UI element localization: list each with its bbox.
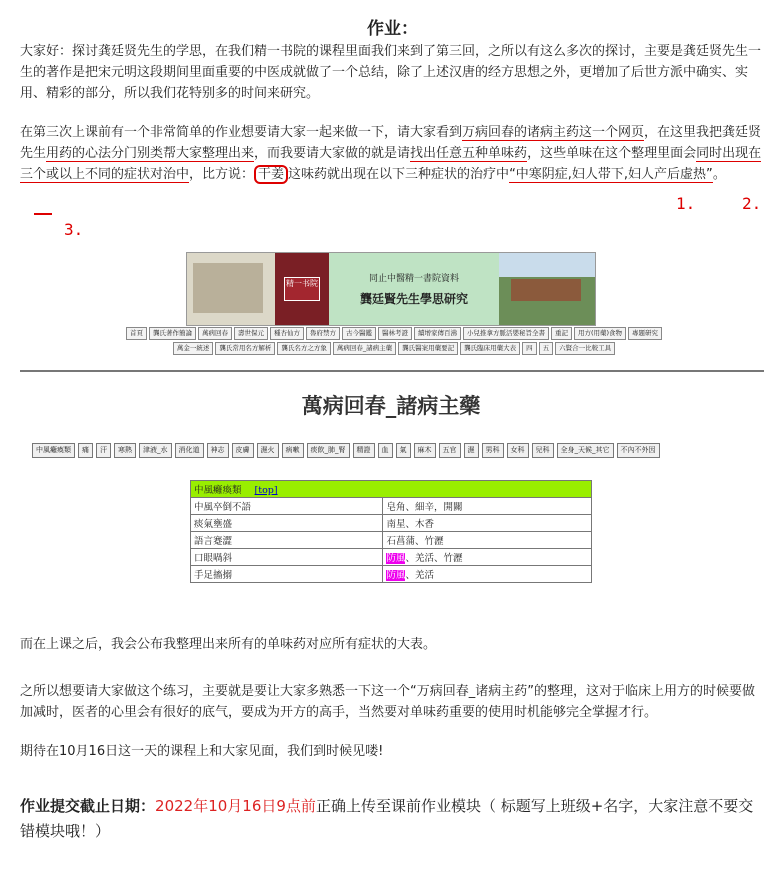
- category-bar: [32, 443, 756, 458]
- closing-paragraph: 期待在10月16日这一天的课程上和大家见面，我们到时候见喽!: [20, 744, 384, 759]
- category-button[interactable]: 不內不外因: [617, 443, 660, 458]
- nav-item[interactable]: 萬金一統述: [173, 342, 214, 355]
- highlighted-herb: 防風: [386, 570, 406, 581]
- symptom-cell: 痰氣壅盛: [191, 515, 383, 532]
- homework-heading: 作业：: [367, 19, 418, 39]
- nav-item[interactable]: 萬病回春_諸病主藥: [333, 342, 396, 355]
- category-button[interactable]: 女科: [507, 443, 529, 458]
- category-button[interactable]: 精證: [353, 443, 375, 458]
- site-nav: [118, 327, 670, 355]
- category-button[interactable]: 男科: [482, 443, 504, 458]
- banner-title-block: [329, 253, 499, 325]
- category-button[interactable]: 痰飲_肺_腎: [307, 443, 350, 458]
- category-button[interactable]: 氣: [396, 443, 411, 458]
- highlighted-herb: 防風: [386, 553, 406, 564]
- nav-item[interactable]: 續增家傳百沸: [414, 327, 461, 340]
- category-button[interactable]: 病嗽: [282, 443, 304, 458]
- category-button[interactable]: 濕: [464, 443, 479, 458]
- nav-item[interactable]: 壽世保元: [234, 327, 268, 340]
- intro-paragraph: 大家好：探讨龚廷贤先生的学思，在我们精一书院的课程里面我们来到了第三回，之所以有这么多次的探讨，主要是龚廷贤先生一生的著作是把宋元明这段期间里面重要的中医成就做了一个总结，除了上述汉唐的经方思想之外，更增加了后世方派中确实、实用、精彩的部分，所以我们花特别多的时间来研究。: [20, 44, 762, 101]
- category-button[interactable]: 痛: [78, 443, 93, 458]
- nav-item[interactable]: 龔氏名方之方象: [277, 342, 331, 355]
- nav-item[interactable]: 醫林考證: [378, 327, 412, 340]
- herbs-cell: 皂角、細辛，開關: [383, 498, 592, 515]
- category-button[interactable]: 濕火: [257, 443, 279, 458]
- category-button[interactable]: 五官: [439, 443, 461, 458]
- category-button[interactable]: 消化道: [175, 443, 204, 458]
- annotation-2: 2.: [742, 194, 762, 213]
- table-row: [191, 566, 592, 583]
- table-row: [191, 515, 592, 532]
- deadline-date: 2022年10月16日9点前: [155, 797, 316, 815]
- table-row: [191, 532, 592, 549]
- nav-item[interactable]: 魯府禁方: [306, 327, 340, 340]
- nav-item[interactable]: 六賢合一比較工具: [555, 342, 615, 355]
- webpage-link-text[interactable]: 万病回春的诸病主药这一个网页: [462, 125, 645, 140]
- circled-herb-ganjiang: 干姜: [254, 165, 288, 184]
- category-button[interactable]: 兒科: [532, 443, 554, 458]
- page-title: 萬病回春_諸病主藥: [301, 393, 481, 418]
- category-button[interactable]: 皮膚: [232, 443, 254, 458]
- top-link[interactable]: [top]: [254, 485, 278, 496]
- followup-paragraph: 而在上课之后，我会公布我整理出来所有的单味药对应所有症状的大表。: [20, 637, 437, 652]
- assignment-paragraph: 在第三次上课前有一个非常简单的作业想要请大家一起来做一下，请大家看到万病回春的诸病主药这一个网页，在这里我把龚廷贤先生用药的心法分门别类帮大家整理出来，而我要请大家做的就是请找出任意五种单味药，这些单味在这个整理里面会同时出现在三个或以上不同的症状对治中，比方说： 干姜 这味药就出现在以下三种症状的治疗中“中寒阴症,妇人带下,妇人产后虚热”。: [20, 125, 762, 182]
- nav-item[interactable]: 龔氏著作簡論: [149, 327, 196, 340]
- symptom-cell: 口眼喎斜: [191, 549, 383, 566]
- category-button[interactable]: 血: [378, 443, 393, 458]
- annotation-3: 3.: [64, 220, 84, 239]
- category-button[interactable]: 津液_水: [139, 443, 172, 458]
- herb-table-header: 中風癱瘓類 [top]: [191, 481, 592, 498]
- nav-item[interactable]: 首頁: [126, 327, 147, 340]
- herbs-cell: 防風、羌活: [383, 566, 592, 583]
- category-button[interactable]: 汗: [96, 443, 111, 458]
- deadline-instructions: 正确上传至课前作业模块（ 标题写上班级+名字，大家注意不要交错模块哦！）: [20, 797, 754, 840]
- closing-section: [20, 634, 765, 844]
- herb-table: [190, 480, 592, 583]
- table-row: [191, 498, 592, 515]
- category-button[interactable]: 寒熱: [114, 443, 136, 458]
- site-banner: [186, 252, 596, 326]
- category-button[interactable]: 麻木: [414, 443, 436, 458]
- nav-item[interactable]: 五: [539, 342, 554, 355]
- banner-line2: 龔廷賢先生學思研究: [359, 292, 468, 306]
- symptom-cell: 語言蹇澀: [191, 532, 383, 549]
- banner-line1: 同止中醫精一書院資料: [368, 274, 459, 284]
- herbs-cell: 防風、羌活、竹瀝: [383, 549, 592, 566]
- nav-item[interactable]: 專題研究: [628, 327, 662, 340]
- logo-seal: 精一书院: [284, 277, 320, 301]
- divider: [20, 370, 764, 372]
- category-button[interactable]: 神志: [207, 443, 229, 458]
- purpose-paragraph: 之所以想要请大家做这个练习，主要就是要让大家多熟悉一下这一个“万病回春_诸病主药”的整理，这对于临床上用方的时候要做加减时，医者的心里会有很好的底气，要成为开方的高手，当然要对单味药重要的使用时机能够完全掌握才行。: [20, 684, 755, 720]
- nav-item[interactable]: 龔氏常用名方解析: [215, 342, 275, 355]
- site-logo: [275, 253, 329, 325]
- herbs-cell: 石菖蒲、竹瀝: [383, 532, 592, 549]
- annotation-1: 1.: [676, 194, 696, 213]
- symptom-cell: 手足搐搦: [191, 566, 383, 583]
- annotation-dash: [32, 210, 56, 218]
- nav-item[interactable]: 重記: [551, 327, 572, 340]
- clinic-photo: [187, 253, 275, 325]
- category-button[interactable]: 中風癱瘓類: [32, 443, 75, 458]
- nav-item[interactable]: 龔氏臨床用藥大表: [460, 342, 520, 355]
- symptom-cell: 中風卒倒不語: [191, 498, 383, 515]
- homework-body: [20, 0, 765, 185]
- deadline-label: 作业提交截止日期: [20, 797, 141, 815]
- nav-item[interactable]: 龔氏醫案用藥要記: [398, 342, 458, 355]
- category-button[interactable]: 全身_天候_其它: [557, 443, 614, 458]
- deadline-notice: 作业提交截止日期：2022年10月16日9点前正确上传至课前作业模块（ 标题写上班级+名字，大家注意不要交错模块哦！）: [20, 797, 754, 840]
- nav-item[interactable]: 小兒推拿方脈活嬰秘旨全書: [463, 327, 549, 340]
- nav-item[interactable]: 萬病回春: [198, 327, 232, 340]
- nav-item[interactable]: 四: [522, 342, 537, 355]
- nav-item[interactable]: 古今醫鑑: [342, 327, 376, 340]
- nav-item[interactable]: 種杏仙方: [270, 327, 304, 340]
- nav-item[interactable]: 用方(用藥)食物: [574, 327, 626, 340]
- campus-photo: [499, 253, 595, 325]
- table-row: [191, 549, 592, 566]
- herbs-cell: 南星、木香: [383, 515, 592, 532]
